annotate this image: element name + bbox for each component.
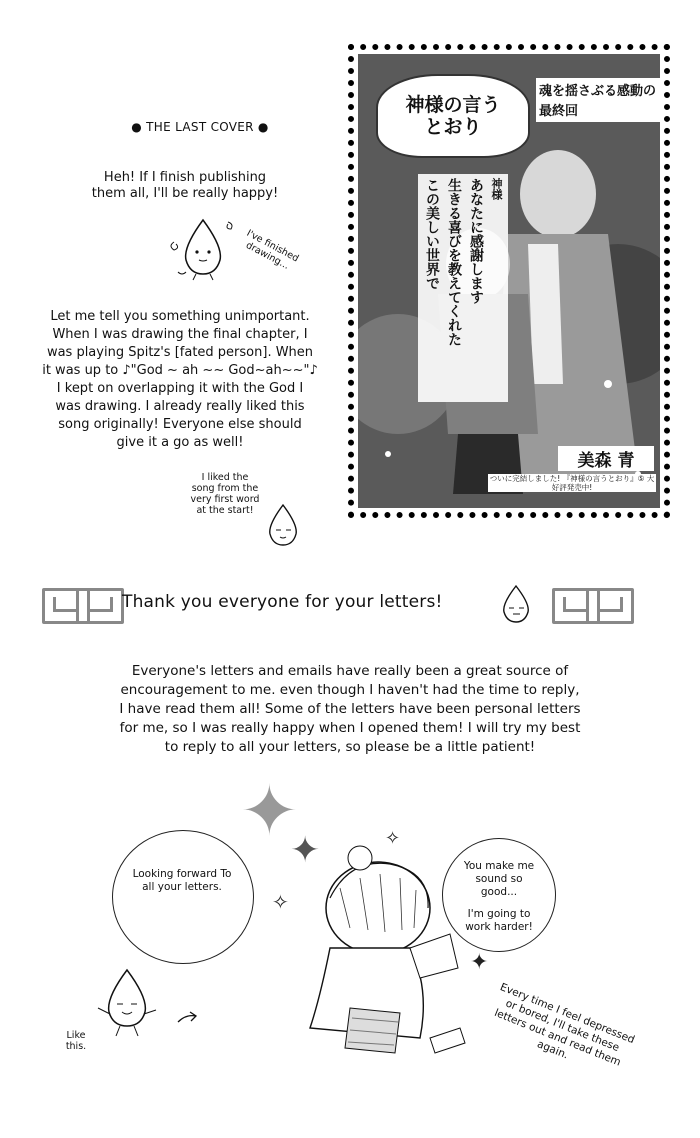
thanks-line: Everyone's letters and emails have really been a great source of	[131, 663, 569, 679]
cover-copy	[418, 174, 508, 402]
mascot-small-icon	[258, 500, 308, 550]
cover-footer	[488, 474, 656, 492]
spitz-line: Let me tell you something unimportant.	[50, 309, 310, 324]
spitz-paragraph	[20, 308, 340, 452]
greek-key-ornament-left	[76, 588, 124, 624]
spitz-line: it was up to ♪"God ~ ah ~~ God~ah~~"♪	[42, 363, 318, 378]
thanks-title: Thank you everyone for your letters!	[122, 592, 443, 612]
footer-text: ついに完結しました! 『神様の言うとおり』⑤ 大好評発売中!	[489, 474, 655, 492]
spitz-line: I kept on overlapping it with the God I	[56, 381, 304, 396]
speech-bubble-left	[112, 830, 254, 964]
sparkle-icon: ✧	[385, 828, 401, 849]
cover-banner	[536, 78, 660, 122]
bubble-left-text: Looking forward To all your letters.	[132, 868, 232, 893]
sparkle-icon: ✦	[240, 770, 299, 852]
bubble-right-text-1: You make me sound so good...	[463, 860, 535, 898]
cover-illustration	[348, 44, 670, 518]
thanks-line: encouragement to me. even though I haven't had the time to reply,	[120, 682, 580, 698]
sparkle-icon: ✧	[272, 890, 289, 914]
vertical-small: 神様	[490, 178, 503, 200]
mascot-banner-icon	[494, 582, 538, 626]
song-note: I liked the song from the very first word at the start!	[190, 472, 260, 516]
greek-key-ornament-right	[586, 588, 634, 624]
mascot-bottom-icon	[92, 964, 162, 1044]
vertical-copy-2: 生きる喜びを教えてくれた	[446, 178, 462, 346]
series-logo	[376, 74, 530, 158]
spitz-line: was playing Spitz's [fated person]. When	[46, 345, 314, 360]
publishing-line-1: Heh! If I finish publishing	[103, 170, 267, 185]
mascot-icon	[168, 212, 238, 282]
vertical-copy-3: あなたに感謝します	[468, 178, 484, 304]
last-cover-heading: ● THE LAST COVER ●	[131, 120, 269, 134]
series-title: 神様の言うとおり	[405, 94, 501, 138]
side-note: Every time I feel depressed or bored, I'll take these letters out and read them again.	[492, 981, 637, 1069]
cover-artwork	[358, 54, 660, 508]
sparkle-icon: ✦	[470, 950, 489, 975]
author-label	[558, 446, 654, 471]
banner-text: 魂を揺さぶる感動の最終回	[539, 84, 657, 119]
sparkle-icon: ✦	[290, 830, 321, 871]
thanks-paragraph	[40, 662, 660, 757]
publishing-note	[60, 170, 310, 202]
bubble-right-text-2: I'm going to work harder!	[465, 908, 533, 933]
like-this-note: Like this.	[65, 1030, 87, 1052]
author-name: 美森 青	[577, 451, 635, 471]
spitz-line: When I was drawing the final chapter, I	[52, 327, 308, 342]
spitz-line: was drawing. I already really liked this	[55, 399, 305, 414]
finished-drawing-note: I've finished drawing...	[243, 227, 301, 272]
vertical-copy-1: この美しい世界で	[424, 178, 440, 290]
girl-reading-letter-icon	[290, 838, 470, 1058]
thanks-line: I have read them all! Some of the letters have been personal letters	[119, 701, 581, 717]
thanks-line: to reply to all your letters, so please be a little patient!	[164, 739, 536, 755]
spitz-line: song originally! Everyone else should	[58, 417, 302, 432]
arrow-icon	[176, 1010, 200, 1026]
spitz-line: give it a go as well!	[116, 435, 244, 450]
publishing-line-2: them all, I'll be really happy!	[91, 186, 279, 201]
thanks-line: for me, so I was really happy when I opened them! I will try my best	[119, 720, 581, 736]
